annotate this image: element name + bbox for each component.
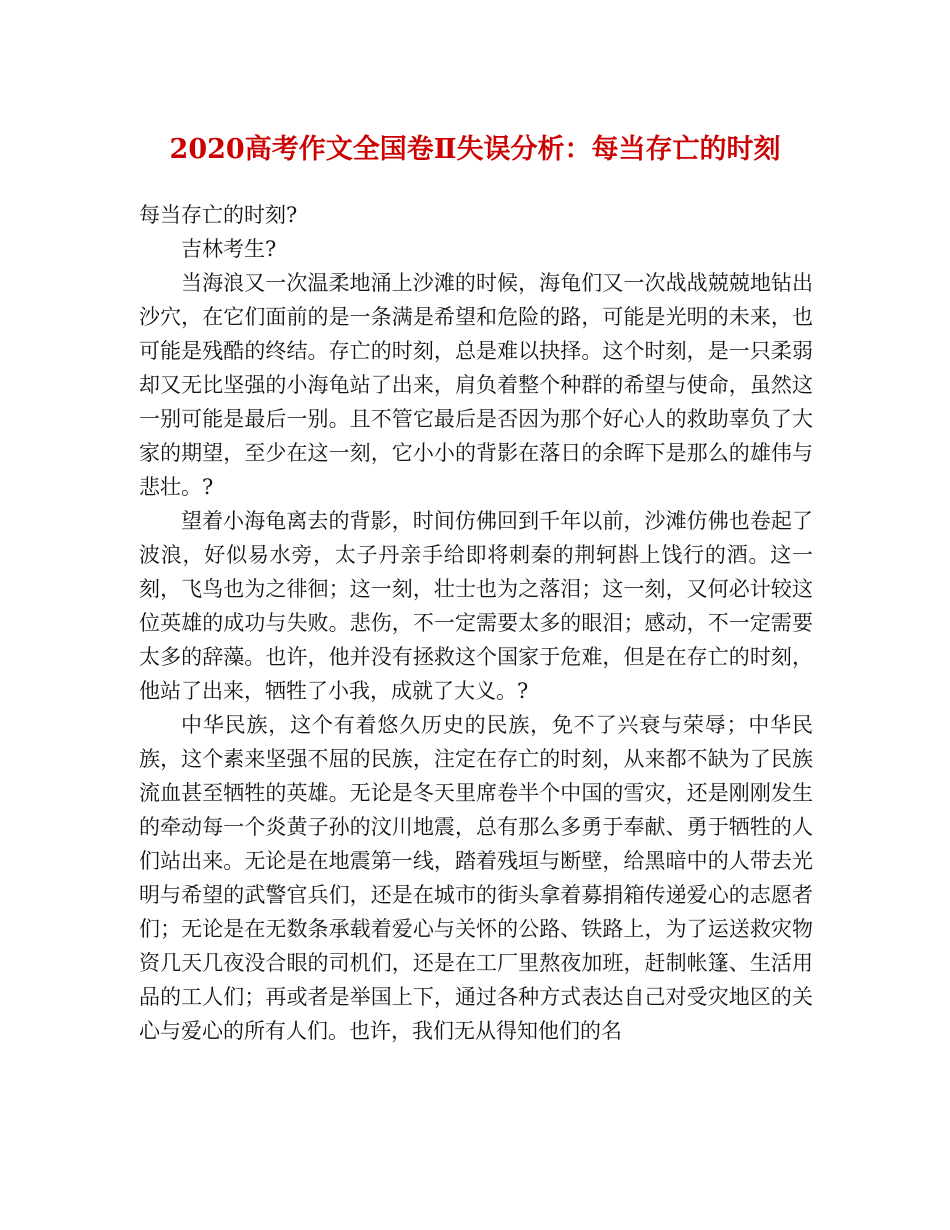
document-title: 2020高考作文全国卷Ⅱ失误分析：每当存亡的时刻 [169,134,781,165]
paragraph-1: 当海浪又一次温柔地涌上沙滩的时候，海龟们又一次战战兢兢地钻出沙穴，在它们面前的是一条满是希望和危险的路，可能是光明的未来，也可能是残酷的终结。存亡的时刻，总是难以抉择。这个时刻，是一只柔弱却又无比坚强的小海龟站了出来，肩负着整个种群的希望与使命，虽然这一别可能是最后一别。且不管它最后是否因为那个好心人的救助辜负了大家的期望，至少在这一刻，它小小的背影在落日的余晖下是那么的雄伟与悲壮。? [139,271,813,499]
paragraph-3: 中华民族，这个有着悠久历史的民族，免不了兴衰与荣辱；中华民族，这个素来坚强不屈的民族，注定在存亡的时刻，从来都不缺为了民族流血甚至牺牲的英雄。无论是冬天里席卷半个中国的雪灾，还是刚刚发生的牵动每一个炎黄子孙的汶川地震，总有那么多勇于奉献、勇于牺牲的人们站出来。无论是在地震第一线，踏着残垣与断壁，给黑暗中的人带去光明与希望的武警官兵们，还是在城市的街头拿着募捐箱传递爱心的志愿者们；无论是在无数条承载着爱心与关怀的公路、铁路上，为了运送救灾物资几天几夜没合眼的司机们，还是在工厂里熬夜加班，赶制帐篷、生活用品的工人们；再或者是举国上下，通过各种方式表达自己对受灾地区的关心与爱心的所有人们。也许，我们无从得知他们的名 [139,713,813,1043]
paragraph-2: 望着小海龟离去的背影，时间仿佛回到千年以前，沙滩仿佛也卷起了波浪，好似易水旁，太子丹亲手给即将刺秦的荆轲斟上饯行的酒。这一刻，飞鸟也为之徘徊；这一刻，壮士也为之落泪；这一刻，又何必计较这位英雄的成功与失败。悲伤，不一定需要太多的眼泪；感动，不一定需要太多的辞藻。也许，他并没有拯救这个国家于危难，但是在存亡的时刻，他站了出来，牺牲了小我，成就了大义。? [139,509,813,703]
essay-author: 吉林考生? [181,237,277,261]
essay-title: 每当存亡的时刻? [139,203,298,227]
document-body [139,198,813,1048]
